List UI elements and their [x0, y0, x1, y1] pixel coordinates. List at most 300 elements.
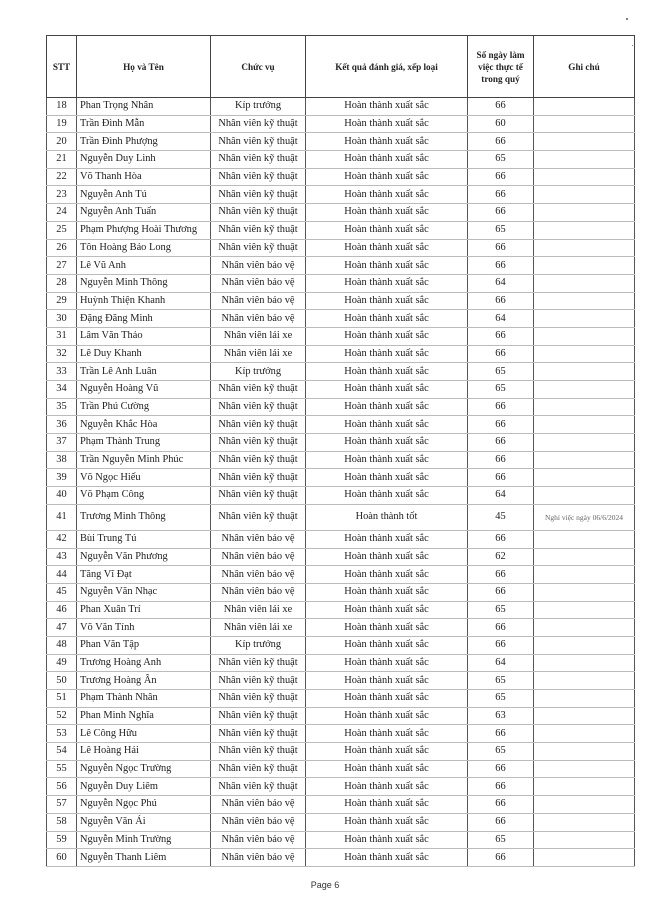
cell-days: 65 [468, 363, 534, 381]
cell-name: Nguyễn Minh Thông [77, 274, 211, 292]
cell-stt: 27 [47, 257, 77, 275]
cell-days: 66 [468, 292, 534, 310]
cell-role: Nhân viên kỹ thuật [211, 487, 306, 505]
cell-days: 66 [468, 239, 534, 257]
cell-role: Kíp trưởng [211, 636, 306, 654]
cell-note [534, 778, 635, 796]
cell-role: Nhân viên kỹ thuật [211, 690, 306, 708]
cell-name: Nguyễn Ngọc Trường [77, 760, 211, 778]
cell-role: Nhân viên lái xe [211, 601, 306, 619]
cell-stt: 45 [47, 583, 77, 601]
cell-role: Nhân viên bảo vệ [211, 831, 306, 849]
cell-note [534, 221, 635, 239]
cell-role: Nhân viên kỹ thuật [211, 760, 306, 778]
scan-speck [632, 45, 633, 46]
cell-note [534, 654, 635, 672]
cell-name: Nguyễn Anh Tuấn [77, 204, 211, 222]
cell-days: 66 [468, 168, 534, 186]
cell-result: Hoàn thành xuất sắc [306, 760, 468, 778]
cell-result: Hoàn thành xuất sắc [306, 831, 468, 849]
cell-stt: 52 [47, 707, 77, 725]
cell-stt: 30 [47, 310, 77, 328]
cell-stt: 33 [47, 363, 77, 381]
cell-days: 63 [468, 707, 534, 725]
table-row [47, 760, 635, 778]
cell-result: Hoàn thành xuất sắc [306, 292, 468, 310]
table-row [47, 566, 635, 584]
cell-name: Lê Hoàng Hải [77, 743, 211, 761]
cell-stt: 60 [47, 849, 77, 867]
cell-name: Trương Hoàng Anh [77, 654, 211, 672]
cell-note [534, 451, 635, 469]
cell-stt: 39 [47, 469, 77, 487]
table-row [47, 310, 635, 328]
cell-result: Hoàn thành xuất sắc [306, 778, 468, 796]
cell-name: Phạm Thành Trung [77, 434, 211, 452]
cell-result: Hoàn thành xuất sắc [306, 451, 468, 469]
cell-note [534, 672, 635, 690]
cell-note [534, 707, 635, 725]
cell-name: Nguyễn Anh Tú [77, 186, 211, 204]
header-note: Ghi chú [534, 36, 635, 98]
cell-days: 64 [468, 310, 534, 328]
cell-result: Hoàn thành xuất sắc [306, 416, 468, 434]
cell-name: Huỳnh Thiện Khanh [77, 292, 211, 310]
cell-name: Phạm Thành Nhân [77, 690, 211, 708]
cell-note [534, 566, 635, 584]
cell-role: Nhân viên bảo vệ [211, 796, 306, 814]
table-row [47, 487, 635, 505]
cell-days: 65 [468, 743, 534, 761]
cell-name: Trần Đình Mẫn [77, 115, 211, 133]
table-row [47, 151, 635, 169]
cell-stt: 22 [47, 168, 77, 186]
table-row [47, 239, 635, 257]
cell-result: Hoàn thành xuất sắc [306, 168, 468, 186]
table-row [47, 451, 635, 469]
cell-note [534, 725, 635, 743]
table-row [47, 204, 635, 222]
table-row [47, 601, 635, 619]
cell-note [534, 487, 635, 505]
cell-result: Hoàn thành xuất sắc [306, 690, 468, 708]
cell-role: Nhân viên bảo vệ [211, 274, 306, 292]
cell-days: 64 [468, 654, 534, 672]
cell-note [534, 636, 635, 654]
cell-stt: 19 [47, 115, 77, 133]
cell-note [534, 310, 635, 328]
cell-name: Phạm Phượng Hoài Thương [77, 221, 211, 239]
cell-name: Lê Duy Khanh [77, 345, 211, 363]
cell-result: Hoàn thành xuất sắc [306, 239, 468, 257]
cell-result: Hoàn thành xuất sắc [306, 186, 468, 204]
cell-result: Hoàn thành xuất sắc [306, 654, 468, 672]
cell-name: Nguyễn Thanh Liêm [77, 849, 211, 867]
cell-role: Nhân viên kỹ thuật [211, 239, 306, 257]
cell-result: Hoàn thành xuất sắc [306, 257, 468, 275]
cell-result: Hoàn thành xuất sắc [306, 310, 468, 328]
cell-stt: 18 [47, 98, 77, 116]
cell-note [534, 363, 635, 381]
cell-note [534, 813, 635, 831]
table-body [47, 98, 635, 867]
table-row [47, 416, 635, 434]
table-row [47, 530, 635, 548]
cell-stt: 36 [47, 416, 77, 434]
cell-result: Hoàn thành xuất sắc [306, 98, 468, 116]
cell-days: 66 [468, 327, 534, 345]
cell-days: 66 [468, 398, 534, 416]
cell-stt: 49 [47, 654, 77, 672]
cell-name: Lê Công Hữu [77, 725, 211, 743]
cell-note [534, 416, 635, 434]
cell-stt: 29 [47, 292, 77, 310]
cell-result: Hoàn thành xuất sắc [306, 345, 468, 363]
cell-name: Phan Trọng Nhân [77, 98, 211, 116]
cell-note [534, 601, 635, 619]
cell-name: Trần Phú Cường [77, 398, 211, 416]
cell-note: Nghỉ việc ngày 06/6/2024 [534, 504, 635, 530]
cell-name: Trần Lê Anh Luân [77, 363, 211, 381]
cell-note [534, 434, 635, 452]
table-row [47, 619, 635, 637]
cell-role: Nhân viên kỹ thuật [211, 672, 306, 690]
table-row [47, 707, 635, 725]
cell-days: 66 [468, 98, 534, 116]
cell-role: Nhân viên bảo vệ [211, 530, 306, 548]
table-row [47, 221, 635, 239]
cell-name: Võ Thanh Hòa [77, 168, 211, 186]
cell-role: Kíp trưởng [211, 98, 306, 116]
cell-note [534, 743, 635, 761]
cell-days: 65 [468, 151, 534, 169]
cell-role: Nhân viên kỹ thuật [211, 381, 306, 399]
cell-days: 66 [468, 434, 534, 452]
cell-role: Nhân viên kỹ thuật [211, 504, 306, 530]
cell-result: Hoàn thành xuất sắc [306, 566, 468, 584]
table-row [47, 743, 635, 761]
cell-stt: 53 [47, 725, 77, 743]
cell-days: 65 [468, 831, 534, 849]
cell-result: Hoàn thành xuất sắc [306, 725, 468, 743]
cell-result: Hoàn thành xuất sắc [306, 743, 468, 761]
cell-days: 64 [468, 487, 534, 505]
cell-stt: 21 [47, 151, 77, 169]
table-row [47, 583, 635, 601]
cell-name: Nguyễn Văn Phương [77, 548, 211, 566]
cell-stt: 57 [47, 796, 77, 814]
cell-name: Phan Văn Tập [77, 636, 211, 654]
cell-note [534, 327, 635, 345]
table-row [47, 363, 635, 381]
cell-role: Nhân viên kỹ thuật [211, 778, 306, 796]
cell-role: Nhân viên kỹ thuật [211, 434, 306, 452]
cell-role: Nhân viên kỹ thuật [211, 743, 306, 761]
table-row [47, 796, 635, 814]
cell-role: Kíp trưởng [211, 363, 306, 381]
table-row [47, 690, 635, 708]
cell-role: Nhân viên kỹ thuật [211, 451, 306, 469]
cell-role: Nhân viên kỹ thuật [211, 151, 306, 169]
cell-result: Hoàn thành xuất sắc [306, 813, 468, 831]
cell-note [534, 381, 635, 399]
cell-note [534, 796, 635, 814]
cell-result: Hoàn thành xuất sắc [306, 327, 468, 345]
cell-note [534, 292, 635, 310]
table-row [47, 398, 635, 416]
cell-name: Phan Minh Nghĩa [77, 707, 211, 725]
cell-days: 62 [468, 548, 534, 566]
cell-days: 66 [468, 566, 534, 584]
cell-days: 64 [468, 274, 534, 292]
cell-result: Hoàn thành xuất sắc [306, 398, 468, 416]
cell-stt: 23 [47, 186, 77, 204]
cell-note [534, 831, 635, 849]
cell-stt: 44 [47, 566, 77, 584]
header-result: Kết quả đánh giá, xếp loại [306, 36, 468, 98]
cell-days: 66 [468, 725, 534, 743]
cell-name: Võ Phạm Công [77, 487, 211, 505]
cell-stt: 47 [47, 619, 77, 637]
cell-role: Nhân viên kỹ thuật [211, 416, 306, 434]
cell-role: Nhân viên bảo vệ [211, 257, 306, 275]
cell-role: Nhân viên lái xe [211, 619, 306, 637]
table-row [47, 327, 635, 345]
cell-role: Nhân viên kỹ thuật [211, 469, 306, 487]
table-row [47, 636, 635, 654]
cell-note [534, 398, 635, 416]
cell-role: Nhân viên bảo vệ [211, 849, 306, 867]
cell-note [534, 204, 635, 222]
cell-days: 65 [468, 381, 534, 399]
cell-role: Nhân viên bảo vệ [211, 310, 306, 328]
cell-stt: 56 [47, 778, 77, 796]
cell-name: Tôn Hoàng Bảo Long [77, 239, 211, 257]
cell-days: 66 [468, 849, 534, 867]
cell-days: 66 [468, 257, 534, 275]
cell-name: Nguyễn Duy Linh [77, 151, 211, 169]
cell-days: 66 [468, 760, 534, 778]
cell-days: 45 [468, 504, 534, 530]
cell-note [534, 98, 635, 116]
cell-note [534, 849, 635, 867]
cell-days: 66 [468, 636, 534, 654]
cell-result: Hoàn thành xuất sắc [306, 487, 468, 505]
cell-note [534, 186, 635, 204]
cell-result: Hoàn thành xuất sắc [306, 151, 468, 169]
cell-role: Nhân viên kỹ thuật [211, 133, 306, 151]
cell-note [534, 469, 635, 487]
table-row [47, 725, 635, 743]
cell-note [534, 239, 635, 257]
cell-role: Nhân viên kỹ thuật [211, 168, 306, 186]
cell-name: Nguyễn Văn Nhạc [77, 583, 211, 601]
cell-name: Nguyễn Minh Trường [77, 831, 211, 849]
cell-result: Hoàn thành xuất sắc [306, 469, 468, 487]
cell-stt: 28 [47, 274, 77, 292]
cell-stt: 41 [47, 504, 77, 530]
header-stt: STT [47, 36, 77, 98]
table-row [47, 469, 635, 487]
cell-result: Hoàn thành xuất sắc [306, 381, 468, 399]
cell-result: Hoàn thành xuất sắc [306, 636, 468, 654]
cell-name: Nguyễn Ngọc Phú [77, 796, 211, 814]
cell-name: Nguyễn Văn Ái [77, 813, 211, 831]
cell-note [534, 115, 635, 133]
cell-days: 66 [468, 451, 534, 469]
cell-stt: 24 [47, 204, 77, 222]
cell-note [534, 530, 635, 548]
cell-result: Hoàn thành xuất sắc [306, 583, 468, 601]
cell-stt: 35 [47, 398, 77, 416]
cell-stt: 55 [47, 760, 77, 778]
cell-role: Nhân viên kỹ thuật [211, 115, 306, 133]
cell-stt: 38 [47, 451, 77, 469]
cell-days: 66 [468, 813, 534, 831]
cell-result: Hoàn thành xuất sắc [306, 530, 468, 548]
cell-note [534, 760, 635, 778]
table-row [47, 672, 635, 690]
cell-stt: 51 [47, 690, 77, 708]
cell-result: Hoàn thành xuất sắc [306, 133, 468, 151]
cell-days: 66 [468, 345, 534, 363]
cell-note [534, 690, 635, 708]
cell-stt: 32 [47, 345, 77, 363]
header-days: Số ngày làm việc thực tế trong quý [468, 36, 534, 98]
cell-result: Hoàn thành xuất sắc [306, 707, 468, 725]
table-row [47, 133, 635, 151]
table-row [47, 434, 635, 452]
cell-role: Nhân viên kỹ thuật [211, 186, 306, 204]
cell-role: Nhân viên kỹ thuật [211, 707, 306, 725]
cell-days: 66 [468, 619, 534, 637]
cell-name: Trần Nguyễn Minh Phúc [77, 451, 211, 469]
cell-days: 66 [468, 186, 534, 204]
cell-stt: 43 [47, 548, 77, 566]
cell-days: 65 [468, 221, 534, 239]
cell-name: Trương Minh Thông [77, 504, 211, 530]
table-row [47, 292, 635, 310]
cell-name: Trần Đình Phượng [77, 133, 211, 151]
cell-role: Nhân viên bảo vệ [211, 566, 306, 584]
cell-note [534, 151, 635, 169]
cell-result: Hoàn thành xuất sắc [306, 221, 468, 239]
cell-name: Võ Văn Tính [77, 619, 211, 637]
evaluation-table [46, 35, 635, 867]
cell-result: Hoàn thành xuất sắc [306, 849, 468, 867]
table-row [47, 186, 635, 204]
cell-role: Nhân viên kỹ thuật [211, 725, 306, 743]
table-row [47, 831, 635, 849]
cell-days: 66 [468, 204, 534, 222]
cell-role: Nhân viên kỹ thuật [211, 204, 306, 222]
cell-result: Hoàn thành xuất sắc [306, 672, 468, 690]
cell-stt: 42 [47, 530, 77, 548]
cell-stt: 20 [47, 133, 77, 151]
cell-stt: 58 [47, 813, 77, 831]
table-header-row [47, 36, 635, 98]
cell-stt: 31 [47, 327, 77, 345]
cell-result: Hoàn thành xuất sắc [306, 796, 468, 814]
table-row [47, 778, 635, 796]
cell-days: 66 [468, 469, 534, 487]
cell-days: 66 [468, 530, 534, 548]
cell-stt: 54 [47, 743, 77, 761]
cell-result: Hoàn thành xuất sắc [306, 548, 468, 566]
cell-role: Nhân viên kỹ thuật [211, 398, 306, 416]
cell-name: Tăng Vĩ Đạt [77, 566, 211, 584]
header-role: Chức vụ [211, 36, 306, 98]
table-row [47, 654, 635, 672]
cell-stt: 50 [47, 672, 77, 690]
scan-speck [626, 18, 628, 20]
cell-stt: 59 [47, 831, 77, 849]
table-row [47, 274, 635, 292]
header-name: Họ và Tên [77, 36, 211, 98]
cell-note [534, 168, 635, 186]
cell-role: Nhân viên bảo vệ [211, 583, 306, 601]
cell-name: Nguyễn Hoàng Vũ [77, 381, 211, 399]
cell-days: 60 [468, 115, 534, 133]
cell-stt: 37 [47, 434, 77, 452]
cell-note [534, 345, 635, 363]
cell-name: Lâm Văn Thảo [77, 327, 211, 345]
cell-days: 65 [468, 672, 534, 690]
cell-note [534, 274, 635, 292]
table-row [47, 345, 635, 363]
cell-stt: 48 [47, 636, 77, 654]
cell-name: Trương Hoàng Ân [77, 672, 211, 690]
cell-role: Nhân viên lái xe [211, 327, 306, 345]
cell-name: Bùi Trung Tú [77, 530, 211, 548]
table-row [47, 504, 635, 530]
cell-result: Hoàn thành tốt [306, 504, 468, 530]
table-row [47, 813, 635, 831]
cell-note [534, 257, 635, 275]
cell-role: Nhân viên bảo vệ [211, 813, 306, 831]
cell-name: Nguyễn Khắc Hòa [77, 416, 211, 434]
cell-name: Phan Xuân Trí [77, 601, 211, 619]
cell-stt: 25 [47, 221, 77, 239]
cell-name: Võ Ngọc Hiếu [77, 469, 211, 487]
cell-note [534, 133, 635, 151]
table-row [47, 849, 635, 867]
cell-stt: 26 [47, 239, 77, 257]
cell-result: Hoàn thành xuất sắc [306, 115, 468, 133]
cell-note [534, 583, 635, 601]
cell-stt: 40 [47, 487, 77, 505]
table-row [47, 115, 635, 133]
table-row [47, 257, 635, 275]
cell-result: Hoàn thành xuất sắc [306, 363, 468, 381]
cell-days: 65 [468, 601, 534, 619]
cell-role: Nhân viên kỹ thuật [211, 221, 306, 239]
cell-result: Hoàn thành xuất sắc [306, 204, 468, 222]
cell-days: 65 [468, 690, 534, 708]
table-row [47, 98, 635, 116]
cell-result: Hoàn thành xuất sắc [306, 274, 468, 292]
cell-days: 66 [468, 133, 534, 151]
cell-role: Nhân viên kỹ thuật [211, 654, 306, 672]
page-number: Page 6 [310, 880, 340, 890]
cell-role: Nhân viên bảo vệ [211, 548, 306, 566]
cell-result: Hoàn thành xuất sắc [306, 619, 468, 637]
cell-stt: 46 [47, 601, 77, 619]
table-row [47, 381, 635, 399]
cell-name: Đặng Đăng Minh [77, 310, 211, 328]
cell-days: 66 [468, 778, 534, 796]
cell-result: Hoàn thành xuất sắc [306, 434, 468, 452]
